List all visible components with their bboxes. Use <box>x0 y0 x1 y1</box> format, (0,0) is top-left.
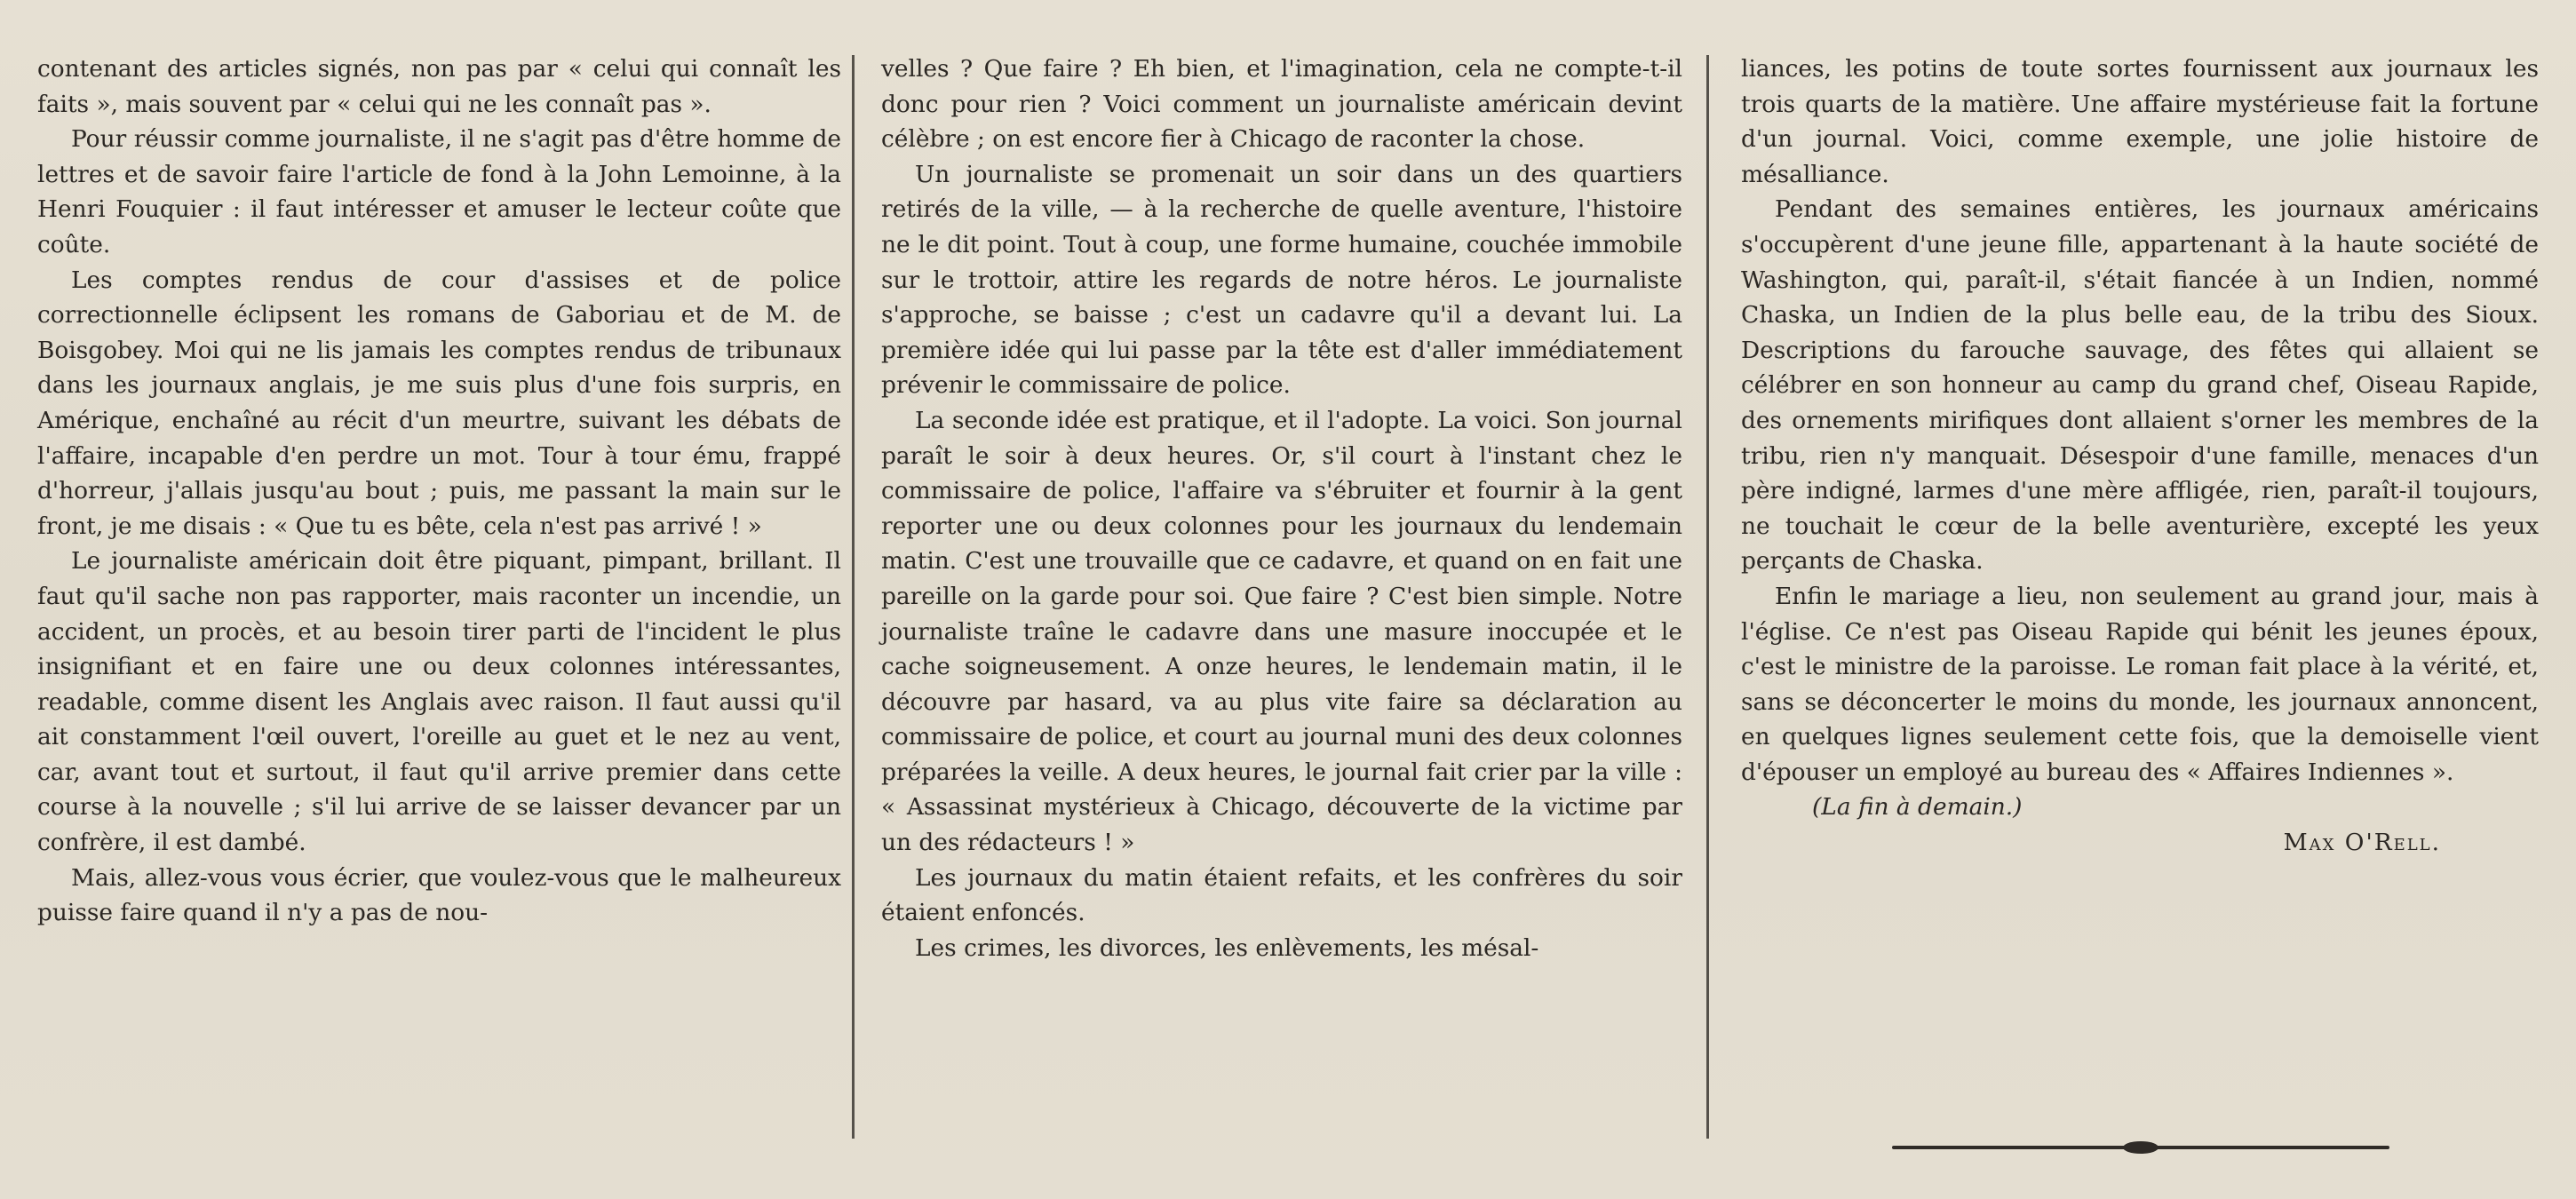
paragraph: Pour réussir comme journaliste, il ne s'agit pas d'être homme de lettres et de savoir faire l'article de fond à la John Lemoinne, à la Henri Fouquier : il faut intéresser et amuser le lecteur coûte que coûte. <box>37 125 841 258</box>
paragraph: Mais, allez-vous vous écrier, que voulez-vous que le malheureux puisse faire quand il n'y a pas de nou- <box>37 863 841 927</box>
paragraph: Les comptes rendus de cour d'assises et de police correctionnelle éclipsent les romans de Gaboriau et de M. de Boisgobey. Moi qui ne lis jamais les comptes rendus de tribunaux dans les journaux anglais, je me suis plus d'une fois surpris, en Amérique, enchaîné au récit d'un meurtre, suivant les débats de l'affaire, incapable d'en perdre un mot. Tour à tour ému, frappé d'horreur, j'allais jusqu'au bout ; puis, me passant la main sur le front, je me disais : « Que tu es bête, cela n'est pas arrivé ! » <box>37 266 841 540</box>
continued-note: (La fin à demain.) <box>1812 793 2023 822</box>
paragraph: liances, les potins de toute sortes fournissent aux journaux les trois quarts de la matière. Une affaire mystérieuse fait la fortune d'un journal. Voici, comme exemple, une jolie histoire de mésalliance. <box>1741 55 2539 188</box>
article-footer <box>1741 790 2539 857</box>
article-column-3 <box>1741 52 2539 857</box>
column-divider <box>852 55 855 1139</box>
paragraph: Un journaliste se promenait un soir dans un des quartiers retirés de la ville, — à la recherche de quelle aventure, l'histoire ne le dit point. Tout à coup, une forme humaine, couchée immobile sur le trottoir, attire les regards de notre héros. Le journaliste s'approche, se baisse ; c'est un cadavre qu'il a devant lui. La première idée qui lui passe par la tête est d'aller immédiatement prévenir le commissaire de police. <box>881 160 1682 400</box>
column-divider <box>1706 55 1709 1139</box>
article-column-1 <box>37 52 841 931</box>
paragraph: velles ? Que faire ? Eh bien, et l'imagination, cela ne compte-t-il donc pour rien ? Voici comment un journaliste américain devint célèbre ; on est encore fier à Chicago de raconter la chose. <box>881 55 1682 154</box>
paragraph: Le journaliste américain doit être piquant, pimpant, brillant. Il faut qu'il sache non pas rapporter, mais raconter un incendie, un accident, un procès, et au besoin tirer parti de l'incident le plus insignifiant et en faire une ou deux colonnes intéressantes, readable, comme disent les Anglais avec raison. Il faut aussi qu'il ait constamment l'œil ouvert, l'oreille au guet et le nez au vent, car, avant tout et surtout, il faut qu'il arrive premier dans cette course à la nouvelle ; s'il lui arrive de se laisser devancer par un confrère, il est dambé. <box>37 547 841 857</box>
paragraph: Les crimes, les divorces, les enlèvements, les mésal- <box>915 933 1539 962</box>
paragraph: contenant des articles signés, non pas par « celui qui connaît les faits », mais souvent par « celui qui ne les connaît pas ». <box>37 55 841 118</box>
author-signature: Max O'Rell. <box>2283 829 2441 857</box>
article-column-2 <box>881 52 1682 965</box>
paragraph: Les journaux du matin étaient refaits, et les confrères du soir étaient enfoncés. <box>881 863 1682 927</box>
paragraph: Enfin le mariage a lieu, non seulement au grand jour, mais à l'église. Ce n'est pas Oiseau Rapide qui bénit les jeunes époux, c'est le ministre de la paroisse. Le roman fait place à la vérité, et, sans se déconcerter le moins du monde, les journaux annoncent, en quelques lignes seulement cette fois, que la demoiselle vient d'épouser un employé au bureau des « Affaires Indiennes ». <box>1741 582 2539 786</box>
end-ornament-rule <box>1892 1146 2389 1149</box>
paragraph: Pendant des semaines entières, les journaux américains s'occupèrent d'une jeune fille, appartenant à la haute société de Washington, qui, paraît-il, s'était fiancée à un Indien, nommé Chaska, un Indien de la plus belle eau, de la tribu des Sioux. Descriptions du farouche sauvage, des fêtes qui allaient se célébrer en son honneur au camp du grand chef, Oiseau Rapide, des ornements mirifiques dont allaient s'orner les membres de la tribu, rien n'y manquait. Désespoir d'une famille, menaces d'un père indigné, larmes d'une mère affligée, rien, paraît-il toujours, ne touchait le cœur de la belle aventurière, excepté les yeux perçants de Chaska. <box>1741 195 2539 576</box>
paragraph: La seconde idée est pratique, et il l'adopte. La voici. Son journal paraît le soir à deux heures. Or, s'il court à l'instant chez le commissaire de police, l'affaire va s'ébruiter et fournir à la gent reporter une ou deux colonnes pour les journaux du lendemain matin. C'est une trouvaille que ce cadavre, et quand on en fait une pareille on la garde pour soi. Que faire ? C'est bien simple. Notre journaliste traîne le cadavre dans une masure inoccupée et le cache soigneusement. A onze heures, le lendemain matin, il le découvre par hasard, va au plus vite faire sa déclaration au commissaire de police, et court au journal muni des deux colonnes préparées la veille. A deux heures, le journal fait crier par la ville : « Assassinat mystérieux à Chicago, découverte de la victime par un des rédacteurs ! » <box>881 406 1682 857</box>
